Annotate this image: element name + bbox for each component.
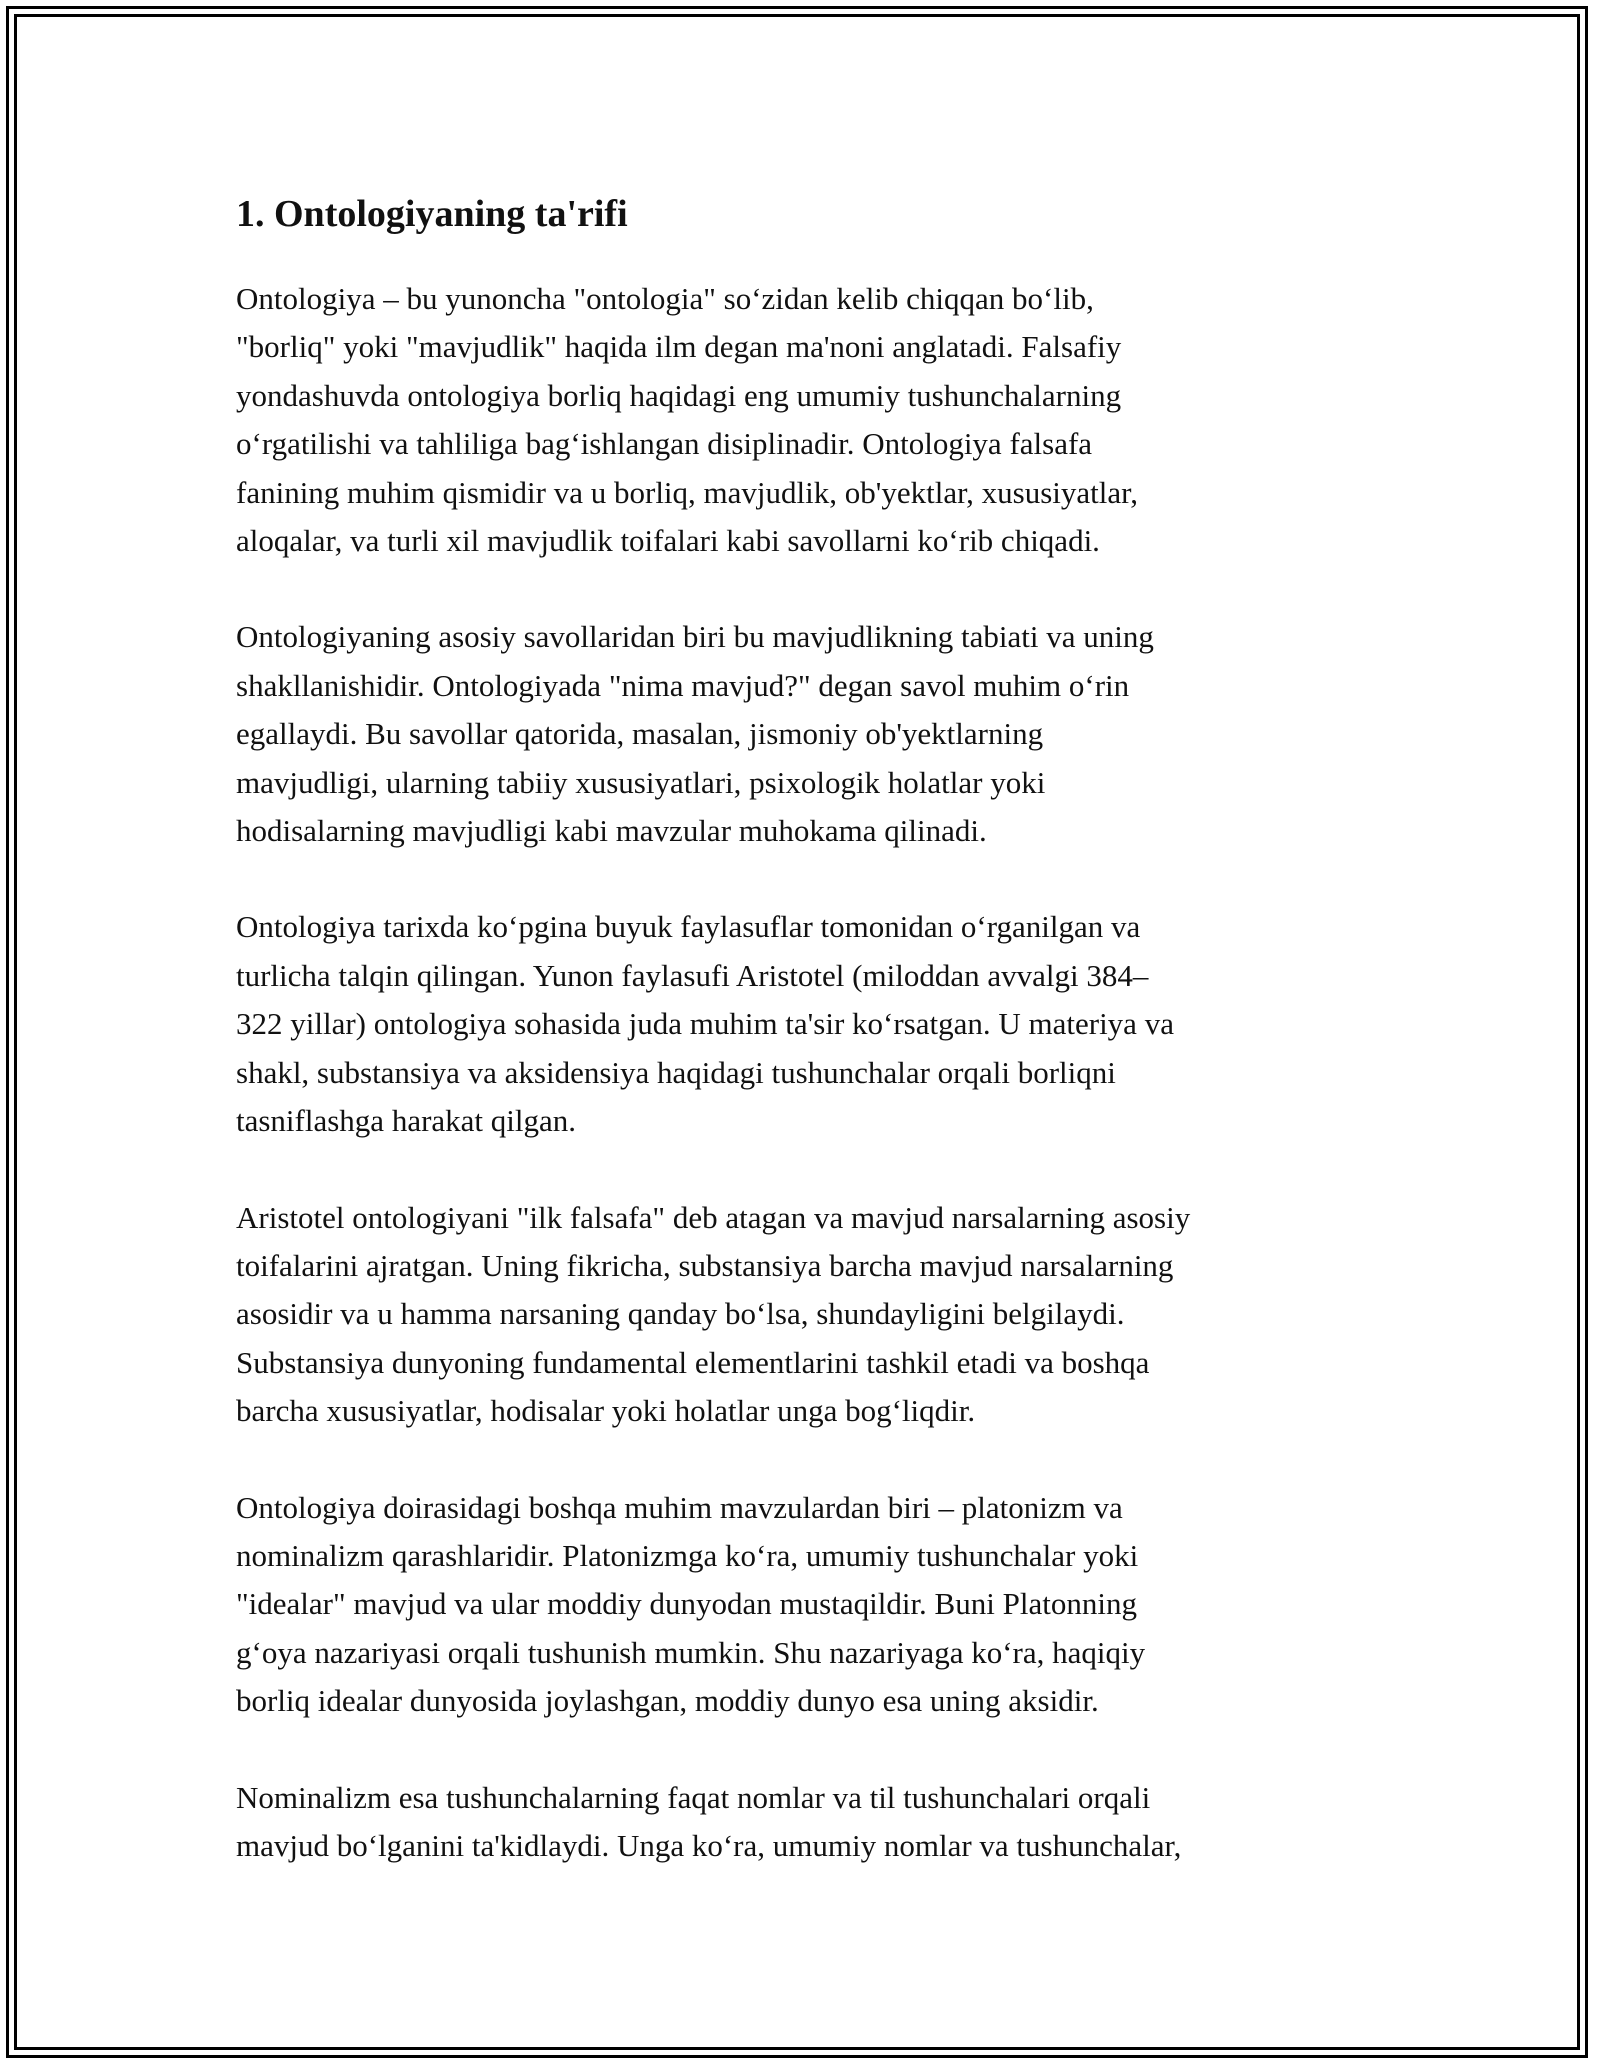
paragraph xyxy=(236,613,1406,855)
text-line: 322 yillar) ontologiya sohasida juda muhim ta'sir ko‘rsatgan. U materiya va xyxy=(236,1006,1174,1042)
text-line: Aristotel ontologiyani "ilk falsafa" deb atagan va mavjud narsalarning asosiy xyxy=(236,1199,1191,1235)
paragraph xyxy=(236,1774,1406,1871)
text-line: Ontologiya doirasidagi boshqa muhim mavzulardan biri – platonizm va xyxy=(236,1489,1123,1525)
paragraph xyxy=(236,1194,1406,1436)
text-line: turlicha talqin qilingan. Yunon faylasufi Aristotel (miloddan avvalgi 384– xyxy=(236,957,1149,993)
text-line: tasniflashga harakat qilgan. xyxy=(236,1103,577,1139)
paragraph-list xyxy=(236,275,1406,1870)
text-line: aloqalar, va turli xil mavjudlik toifalari kabi savollarni ko‘rib chiqadi. xyxy=(236,523,1100,559)
text-line: mavjudligi, ularning tabiiy xususiyatlari, psixologik holatlar yoki xyxy=(236,764,1046,800)
text-line: egallaydi. Bu savollar qatorida, masalan, jismoniy ob'yektlarning xyxy=(236,716,1044,752)
text-line: asosidir va u hamma narsaning qanday bo‘lsa, shundayligini belgilaydi. xyxy=(236,1296,1125,1332)
text-line: barcha xususiyatlar, hodisalar yoki holatlar unga bog‘liqdir. xyxy=(236,1393,976,1429)
text-line: toifalarini ajratgan. Uning fikricha, substansiya barcha mavjud narsalarning xyxy=(236,1247,1174,1283)
text-line: "borliq" yoki "mavjudlik" haqida ilm degan ma'noni anglatadi. Falsafiy xyxy=(236,329,1122,365)
text-line: "idealar" mavjud va ular moddiy dunyodan mustaqildir. Buni Platonning xyxy=(236,1586,1137,1622)
text-line: Ontologiya tarixda ko‘pgina buyuk faylasuflar tomonidan o‘rganilgan va xyxy=(236,909,1141,945)
text-line: hodisalarning mavjudligi kabi mavzular muhokama qilinadi. xyxy=(236,813,987,849)
paragraph xyxy=(236,903,1406,1145)
text-line: borliq idealar dunyosida joylashgan, moddiy dunyo esa uning aksidir. xyxy=(236,1683,1099,1719)
text-line: fanining muhim qismidir va u borliq, mavjudlik, ob'yektlar, xususiyatlar, xyxy=(236,474,1138,510)
text-line: nominalizm qarashlaridir. Platonizmga ko‘ra, umumiy tushunchalar yoki xyxy=(236,1537,1139,1573)
text-line: mavjud bo‘lganini ta'kidlaydi. Unga ko‘ra, umumiy nomlar va tushunchalar, xyxy=(236,1827,1182,1863)
text-line: shakl, substansiya va aksidensiya haqidagi tushunchalar orqali borliqni xyxy=(236,1054,1116,1090)
text-line: o‘rgatilishi va tahliliga bag‘ishlangan disiplinadir. Ontologiya falsafa xyxy=(236,426,1093,462)
document-body xyxy=(236,186,1406,1918)
text-line: g‘oya nazariyasi orqali tushunish mumkin. Shu nazariyaga ko‘ra, haqiqiy xyxy=(236,1634,1146,1670)
text-line: Ontologiya – bu yunoncha "ontologia" so‘zidan kelib chiqqan bo‘lib, xyxy=(236,281,1094,316)
text-line: Ontologiyaning asosiy savollaridan biri bu mavjudlikning tabiati va uning xyxy=(236,619,1154,655)
text-line: shakllanishidir. Ontologiyada "nima mavjud?" degan savol muhim o‘rin xyxy=(236,667,1130,703)
text-line: Nominalizm esa tushunchalarning faqat nomlar va til tushunchalari orqali xyxy=(236,1779,1151,1815)
paragraph xyxy=(236,275,1406,565)
text-line: Substansiya dunyoning fundamental elementlarini tashkil etadi va boshqa xyxy=(236,1344,1150,1380)
paragraph xyxy=(236,1484,1406,1726)
section-heading: 1. Ontologiyaning ta'rifi xyxy=(236,193,628,235)
text-line: yondashuvda ontologiya borliq haqidagi eng umumiy tushunchalarning xyxy=(236,377,1122,413)
